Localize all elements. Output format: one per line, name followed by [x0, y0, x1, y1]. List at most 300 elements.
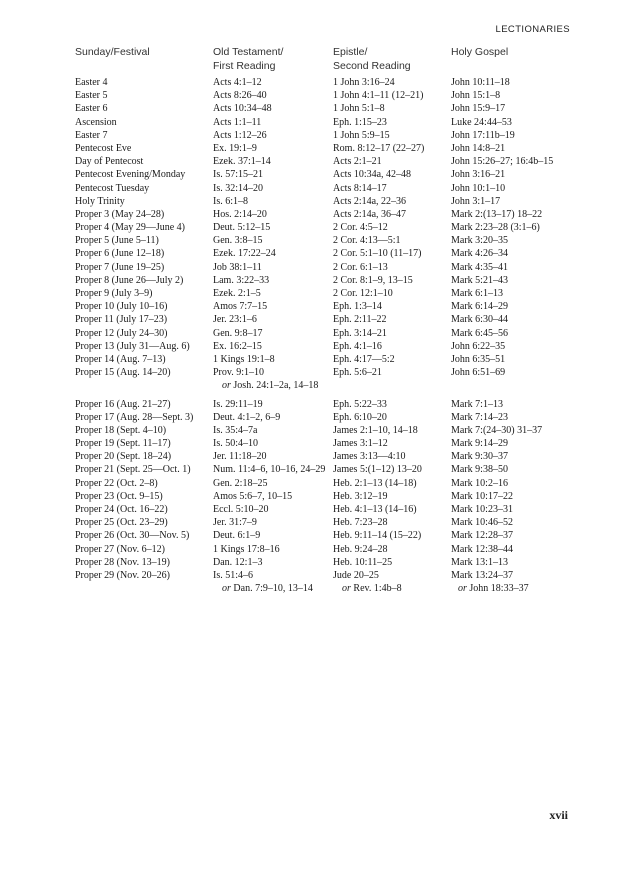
table-row — [0, 424, 640, 437]
cell-epistle-text: Rom. 8:12–17 (22–27) — [333, 142, 425, 154]
cell-epistle-text: Jude 20–25 — [333, 569, 379, 581]
cell-sunday-text: Proper 9 (July 3–9) — [75, 288, 153, 299]
cell-gospel-text: Mark 7:14–23 — [451, 411, 508, 423]
cell-sunday-text: Proper 16 (Aug. 21–27) — [75, 398, 171, 410]
cell-old-testament — [213, 543, 280, 556]
cell-old-testament — [213, 529, 260, 542]
cell-sunday — [75, 313, 167, 326]
cell-gospel — [451, 424, 542, 437]
cell-sunday — [75, 353, 166, 366]
cell-old-testament-text: Lam. 3:22–33 — [213, 274, 270, 286]
cell-gospel — [451, 490, 513, 503]
cell-epistle — [333, 529, 421, 542]
cell-gospel — [451, 450, 508, 463]
cell-sunday — [75, 569, 170, 582]
cell-sunday-text: Pentecost Tuesday — [75, 182, 150, 194]
cell-old-testament-text: 1 Kings 17:8–16 — [213, 543, 280, 555]
cell-sunday-text: Proper 11 (July 17–23) — [75, 314, 168, 326]
cell-epistle-text: James 2:1–10, 14–18 — [333, 424, 418, 436]
cell-old-testament-text: Num. 11:4–6, 10–16, 24–29 — [213, 464, 326, 476]
cell-gospel — [451, 129, 515, 142]
cell-gospel — [451, 327, 508, 340]
cell-epistle — [333, 182, 387, 195]
cell-old-testament — [213, 477, 267, 490]
cell-sunday — [75, 155, 143, 168]
cell-old-testament — [213, 340, 262, 353]
cell-epistle-text: 2 Cor. 12:1–10 — [333, 288, 393, 299]
cell-sunday — [75, 366, 171, 379]
cell-gospel-text: Mark 4:35–41 — [451, 261, 508, 273]
cell-gospel-text: Mark 9:38–50 — [451, 464, 508, 476]
cell-epistle — [333, 76, 395, 89]
cell-epistle-text: Heb. 3:12–19 — [333, 490, 388, 502]
lectionary-table — [0, 76, 640, 595]
cell-sunday-text: Proper 13 (July 31—Aug. 6) — [75, 340, 190, 352]
cell-epistle — [333, 569, 379, 582]
cell-old-testament — [213, 450, 267, 463]
cell-gospel-text: Mark 2:(13–17) 18–22 — [451, 208, 543, 220]
cell-gospel-text: John 15:9–17 — [451, 103, 506, 115]
cell-old-testament-text: Is. 32:14–20 — [213, 182, 263, 194]
cell-gospel-text: John 6:51–69 — [451, 367, 506, 379]
cell-gospel-text: Mark 10:2–16 — [451, 477, 508, 489]
cell-old-testament-text: Ezek. 17:22–24 — [213, 248, 276, 260]
table-row — [0, 116, 640, 129]
cell-gospel-text: Mark 13:1–13 — [451, 556, 508, 568]
cell-old-testament — [213, 516, 257, 529]
table-row — [0, 503, 640, 516]
cell-old-testament — [213, 424, 257, 437]
cell-sunday — [75, 102, 108, 115]
cell-epistle-text: Heb. 4:1–13 (14–16) — [333, 504, 417, 515]
cell-sunday — [75, 411, 193, 424]
cell-gospel — [451, 261, 508, 274]
cell-sunday — [75, 529, 189, 542]
table-row — [0, 463, 640, 476]
cell-epistle-text: Heb. 2:1–13 (14–18) — [333, 477, 417, 489]
cell-old-testament — [213, 129, 267, 142]
cell-sunday-text: Proper 22 (Oct. 2–8) — [75, 477, 158, 489]
cell-old-testament — [213, 168, 263, 181]
cell-sunday — [75, 182, 149, 195]
page-number: xvii — [549, 808, 568, 822]
cell-gospel — [451, 300, 508, 313]
cell-epistle — [333, 424, 418, 437]
cell-gospel-text: John 15:1–8 — [451, 90, 501, 102]
cell-epistle — [333, 411, 387, 424]
cell-gospel-text: John 15:26–27; 16:4b–15 — [451, 156, 554, 168]
cell-old-testament-text: Amos 5:6–7, 10–15 — [213, 490, 293, 502]
cell-sunday-text: Proper 8 (June 26—July 2) — [75, 274, 184, 286]
cell-gospel-text: Mark 3:20–35 — [451, 235, 508, 247]
cell-epistle — [333, 195, 406, 208]
cell-gospel — [451, 516, 513, 529]
cell-sunday-text: Easter 5 — [75, 90, 108, 102]
cell-old-testament — [213, 247, 276, 260]
cell-epistle-text: Heb. 7:23–28 — [333, 517, 388, 529]
cell-old-testament-text: Ezek. 37:1–14 — [213, 156, 271, 168]
cell-sunday-text: Easter 7 — [75, 129, 108, 141]
cell-sunday-text: Proper 17 (Aug. 28—Sept. 3) — [75, 411, 194, 423]
cell-gospel-text: Mark 4:26–34 — [451, 248, 508, 260]
cell-epistle-text: Eph. 2:11–22 — [333, 314, 387, 326]
cell-epistle — [333, 261, 388, 274]
cell-gospel — [451, 353, 505, 366]
cell-gospel-text: Luke 24:44–53 — [451, 116, 512, 128]
table-row — [0, 437, 640, 450]
cell-old-testament — [213, 411, 280, 424]
cell-epistle-text: Eph. 1:15–23 — [333, 116, 387, 128]
table-row — [0, 234, 640, 247]
table-row — [0, 129, 640, 142]
cell-sunday — [75, 300, 168, 313]
cell-gospel — [451, 116, 512, 129]
cell-gospel — [451, 247, 508, 260]
table-row — [0, 543, 640, 556]
cell-gospel — [451, 208, 542, 221]
cell-epistle — [333, 155, 382, 168]
cell-epistle-text: 1 John 3:16–24 — [333, 77, 395, 88]
cell-old-testament — [213, 463, 325, 476]
table-row — [0, 261, 640, 274]
cell-old-testament-text: 1 Kings 19:1–8 — [213, 353, 275, 365]
cell-epistle — [333, 116, 387, 129]
cell-sunday — [75, 274, 183, 287]
cell-gospel-text: John 6:35–51 — [451, 353, 506, 365]
cell-old-testament-text: Jer. 31:7–9 — [213, 517, 257, 529]
cell-old-testament — [213, 437, 258, 450]
cell-gospel — [451, 89, 500, 102]
cell-epistle — [333, 89, 423, 102]
cell-old-testament-text: Acts 4:1–12 — [213, 77, 262, 88]
cell-epistle — [333, 503, 417, 516]
table-row — [0, 411, 640, 424]
cell-sunday — [75, 463, 191, 476]
cell-sunday — [75, 327, 168, 340]
cell-old-testament — [213, 142, 257, 155]
cell-old-testament — [213, 89, 267, 102]
cell-gospel-text: Mark 6:1–13 — [451, 288, 503, 299]
header-gospel-label: Holy Gospel — [451, 46, 509, 58]
cell-gospel-text: John 6:22–35 — [451, 340, 506, 352]
cell-sunday-text: Proper 21 (Sept. 25—Oct. 1) — [75, 464, 191, 476]
cell-old-testament-text: Amos 7:7–15 — [213, 301, 268, 313]
cell-old-testament — [213, 287, 261, 300]
cell-epistle — [333, 398, 387, 411]
table-row — [0, 155, 640, 168]
cell-sunday — [75, 89, 108, 102]
cell-sunday-text: Ascension — [75, 116, 117, 128]
cell-epistle-text: James 5:(1–12) 13–20 — [333, 464, 422, 476]
cell-old-testament — [213, 261, 262, 274]
cell-old-testament — [222, 379, 318, 392]
cell-old-testament-text: Eccl. 5:10–20 — [213, 504, 269, 515]
cell-sunday — [75, 503, 168, 516]
header-ot-line2: First Reading — [213, 60, 276, 72]
cell-old-testament — [213, 102, 272, 115]
cell-sunday — [75, 398, 171, 411]
cell-old-testament-text: Hos. 2:14–20 — [213, 208, 267, 220]
cell-gospel — [451, 398, 503, 411]
table-row — [0, 287, 640, 300]
cell-epistle-text: 1 John 5:1–8 — [333, 103, 385, 115]
or-alternative-label: or — [458, 583, 467, 595]
cell-old-testament — [213, 300, 267, 313]
cell-sunday-text: Proper 10 (July 10–16) — [75, 301, 168, 313]
cell-gospel-text: Mark 10:17–22 — [451, 490, 513, 502]
cell-epistle-text: James 3:1–12 — [333, 438, 388, 450]
cell-sunday-text: Proper 26 (Oct. 30—Nov. 5) — [75, 530, 190, 542]
cell-epistle — [333, 490, 387, 503]
cell-old-testament — [213, 195, 248, 208]
cell-old-testament-text: Gen. 9:8–17 — [213, 327, 263, 339]
cell-epistle-text: 2 Cor. 4:5–12 — [333, 222, 388, 234]
cell-sunday — [75, 543, 165, 556]
cell-old-testament — [213, 274, 269, 287]
cell-gospel-text: Mark 12:28–37 — [451, 530, 513, 542]
cell-epistle-text: Heb. 9:11–14 (15–22) — [333, 530, 422, 542]
cell-old-testament-text: Deut. 4:1–2, 6–9 — [213, 411, 281, 423]
cell-sunday-text: Proper 3 (May 24–28) — [75, 208, 165, 220]
cell-epistle — [333, 247, 422, 260]
cell-gospel-text: John 10:11–18 — [451, 77, 510, 88]
cell-epistle-text: Eph. 4:17—5:2 — [333, 353, 395, 365]
cell-sunday-text: Proper 24 (Oct. 16–22) — [75, 504, 168, 515]
table-row — [0, 247, 640, 260]
cell-epistle-text: Eph. 4:1–16 — [333, 340, 382, 352]
cell-epistle — [333, 142, 424, 155]
cell-epistle-text: Rev. 1:4b–8 — [350, 583, 402, 595]
table-row — [0, 340, 640, 353]
cell-sunday-text: Proper 27 (Nov. 6–12) — [75, 543, 165, 555]
cell-epistle — [333, 327, 387, 340]
cell-gospel-text: Mark 12:38–44 — [451, 543, 513, 555]
cell-sunday-text: Proper 12 (July 24–30) — [75, 327, 168, 339]
cell-gospel-text: Mark 7:1–13 — [451, 398, 503, 410]
header-sunday-festival — [75, 45, 150, 59]
cell-sunday-text: Proper 4 (May 29—June 4) — [75, 222, 185, 234]
table-row — [0, 353, 640, 366]
header-sunday-label: Sunday/Festival — [75, 46, 150, 58]
cell-old-testament — [213, 569, 253, 582]
table-row — [0, 76, 640, 89]
cell-sunday — [75, 234, 159, 247]
cell-sunday-text: Proper 15 (Aug. 14–20) — [75, 367, 171, 379]
cell-sunday-text: Proper 5 (June 5–11) — [75, 235, 159, 247]
cell-old-testament-text: Dan. 12:1–3 — [213, 556, 263, 568]
cell-sunday — [75, 247, 164, 260]
cell-epistle — [333, 463, 422, 476]
cell-epistle — [333, 208, 406, 221]
cell-gospel — [451, 195, 500, 208]
cell-sunday-text: Day of Pentecost — [75, 156, 144, 168]
table-row — [0, 556, 640, 569]
table-row — [0, 398, 640, 411]
cell-gospel — [451, 155, 553, 168]
cell-epistle — [333, 234, 401, 247]
cell-sunday — [75, 287, 153, 300]
cell-old-testament — [213, 221, 270, 234]
cell-sunday — [75, 450, 171, 463]
cell-sunday-text: Pentecost Eve — [75, 142, 132, 154]
cell-gospel-text: Mark 6:14–29 — [451, 301, 508, 313]
or-alternative-label: or — [222, 583, 231, 595]
cell-sunday — [75, 490, 163, 503]
cell-gospel — [451, 411, 508, 424]
cell-epistle — [333, 516, 387, 529]
cell-sunday — [75, 76, 108, 89]
cell-epistle-text: 2 Cor. 5:1–10 (11–17) — [333, 248, 422, 260]
cell-gospel — [451, 463, 508, 476]
cell-sunday — [75, 437, 171, 450]
table-row — [0, 300, 640, 313]
cell-old-testament-text: Is. 35:4–7a — [213, 424, 258, 436]
cell-old-testament — [213, 353, 275, 366]
cell-sunday — [75, 195, 125, 208]
cell-epistle-text: Acts 10:34a, 42–48 — [333, 169, 412, 181]
cell-old-testament-text: Acts 8:26–40 — [213, 90, 267, 102]
cell-gospel — [451, 142, 505, 155]
or-alternative-label: or — [222, 380, 231, 392]
cell-epistle — [333, 129, 390, 142]
cell-gospel-text: Mark 2:23–28 (3:1–6) — [451, 222, 540, 234]
cell-old-testament-text: Deut. 6:1–9 — [213, 530, 261, 542]
cell-sunday-text: Proper 18 (Sept. 4–10) — [75, 424, 167, 436]
cell-gospel — [451, 287, 503, 300]
cell-epistle-text: Acts 2:14a, 36–47 — [333, 208, 407, 220]
cell-sunday — [75, 556, 170, 569]
cell-epistle-text: James 3:13—4:10 — [333, 451, 406, 463]
table-row — [0, 89, 640, 102]
cell-old-testament — [213, 490, 292, 503]
cell-gospel-text: Mark 9:30–37 — [451, 451, 508, 463]
running-head: LECTIONARIES — [495, 24, 570, 35]
table-row — [0, 195, 640, 208]
table-row — [0, 529, 640, 542]
cell-old-testament — [213, 398, 263, 411]
cell-old-testament — [213, 366, 264, 379]
cell-old-testament — [222, 582, 313, 595]
cell-sunday — [75, 221, 185, 234]
cell-sunday — [75, 208, 164, 221]
table-row — [0, 142, 640, 155]
cell-epistle — [333, 556, 392, 569]
cell-old-testament — [213, 155, 271, 168]
cell-epistle — [333, 168, 411, 181]
cell-sunday — [75, 516, 168, 529]
cell-sunday-text: Pentecost Evening/Monday — [75, 169, 186, 181]
cell-gospel-text: John 10:1–10 — [451, 182, 506, 194]
cell-epistle-text: Acts 2:1–21 — [333, 156, 382, 168]
cell-gospel — [451, 477, 508, 490]
cell-old-testament-text: Deut. 5:12–15 — [213, 222, 271, 234]
cell-epistle-text: 1 John 5:9–15 — [333, 129, 390, 141]
cell-epistle — [333, 274, 413, 287]
cell-gospel-text: Mark 7:(24–30) 31–37 — [451, 424, 543, 436]
header-ot-line1: Old Testament/ — [213, 46, 284, 58]
table-row — [0, 450, 640, 463]
cell-gospel — [451, 234, 508, 247]
cell-sunday — [75, 116, 117, 129]
cell-old-testament-text: Ex. 16:2–15 — [213, 340, 262, 352]
cell-gospel-text: Mark 10:23–31 — [451, 504, 513, 515]
table-row — [0, 313, 640, 326]
cell-gospel-text: John 14:8–21 — [451, 142, 506, 154]
header-epistle — [333, 45, 411, 73]
cell-gospel — [451, 529, 513, 542]
cell-old-testament-text: Josh. 24:1–2a, 14–18 — [230, 380, 319, 392]
cell-sunday-text: Holy Trinity — [75, 195, 125, 207]
header-ep-line2: Second Reading — [333, 60, 411, 72]
cell-gospel — [451, 340, 505, 353]
cell-gospel-text: John 3:16–21 — [451, 169, 506, 181]
header-ep-line1: Epistle/ — [333, 46, 368, 58]
cell-gospel-text: John 17:11b–19 — [451, 129, 515, 141]
cell-gospel — [451, 182, 505, 195]
cell-gospel-text: Mark 6:30–44 — [451, 314, 508, 326]
cell-epistle — [333, 366, 382, 379]
cell-old-testament-text: Dan. 7:9–10, 13–14 — [230, 583, 313, 595]
cell-sunday — [75, 129, 108, 142]
cell-old-testament — [213, 503, 269, 516]
cell-gospel — [451, 274, 508, 287]
cell-old-testament-text: Acts 10:34–48 — [213, 103, 272, 115]
cell-epistle — [333, 450, 406, 463]
cell-sunday — [75, 168, 185, 181]
cell-epistle — [333, 300, 382, 313]
cell-epistle-text: Eph. 3:14–21 — [333, 327, 387, 339]
cell-old-testament — [213, 327, 262, 340]
header-holy-gospel — [451, 45, 508, 59]
cell-gospel — [451, 76, 510, 89]
cell-old-testament — [213, 116, 261, 129]
cell-epistle — [333, 313, 387, 326]
table-row — [0, 168, 640, 181]
cell-epistle-text: Eph. 5:6–21 — [333, 367, 382, 379]
cell-sunday-text: Proper 25 (Oct. 23–29) — [75, 517, 168, 529]
table-row — [0, 221, 640, 234]
cell-epistle-text: Heb. 10:11–25 — [333, 556, 393, 568]
cell-sunday — [75, 424, 166, 437]
cell-old-testament-text: Is. 51:4–6 — [213, 569, 253, 581]
table-row — [0, 182, 640, 195]
cell-epistle-text: Eph. 5:22–33 — [333, 398, 387, 410]
cell-sunday — [75, 142, 131, 155]
cell-sunday-text: Proper 14 (Aug. 7–13) — [75, 353, 166, 365]
cell-old-testament-text: Acts 1:1–11 — [213, 116, 262, 128]
cell-gospel — [451, 168, 505, 181]
cell-epistle-text: 2 Cor. 6:1–13 — [333, 261, 388, 273]
cell-old-testament-text: Acts 1:12–26 — [213, 129, 267, 141]
cell-sunday-text: Proper 19 (Sept. 11–17) — [75, 438, 171, 450]
cell-old-testament-text: Is. 57:15–21 — [213, 169, 263, 181]
cell-old-testament — [213, 234, 262, 247]
cell-old-testament-text: Job 38:1–11 — [213, 261, 262, 273]
cell-sunday-text: Proper 29 (Nov. 20–26) — [75, 569, 170, 581]
table-row — [0, 477, 640, 490]
cell-old-testament-text: Prov. 9:1–10 — [213, 367, 265, 379]
cell-sunday — [75, 477, 158, 490]
table-row — [0, 582, 640, 595]
cell-old-testament-text: Jer. 11:18–20 — [213, 451, 267, 463]
header-old-testament — [213, 45, 283, 73]
cell-old-testament — [213, 556, 262, 569]
table-row — [0, 366, 640, 379]
cell-old-testament — [213, 76, 262, 89]
cell-sunday — [75, 261, 164, 274]
cell-gospel-text: Mark 6:45–56 — [451, 327, 508, 339]
cell-epistle — [333, 353, 395, 366]
